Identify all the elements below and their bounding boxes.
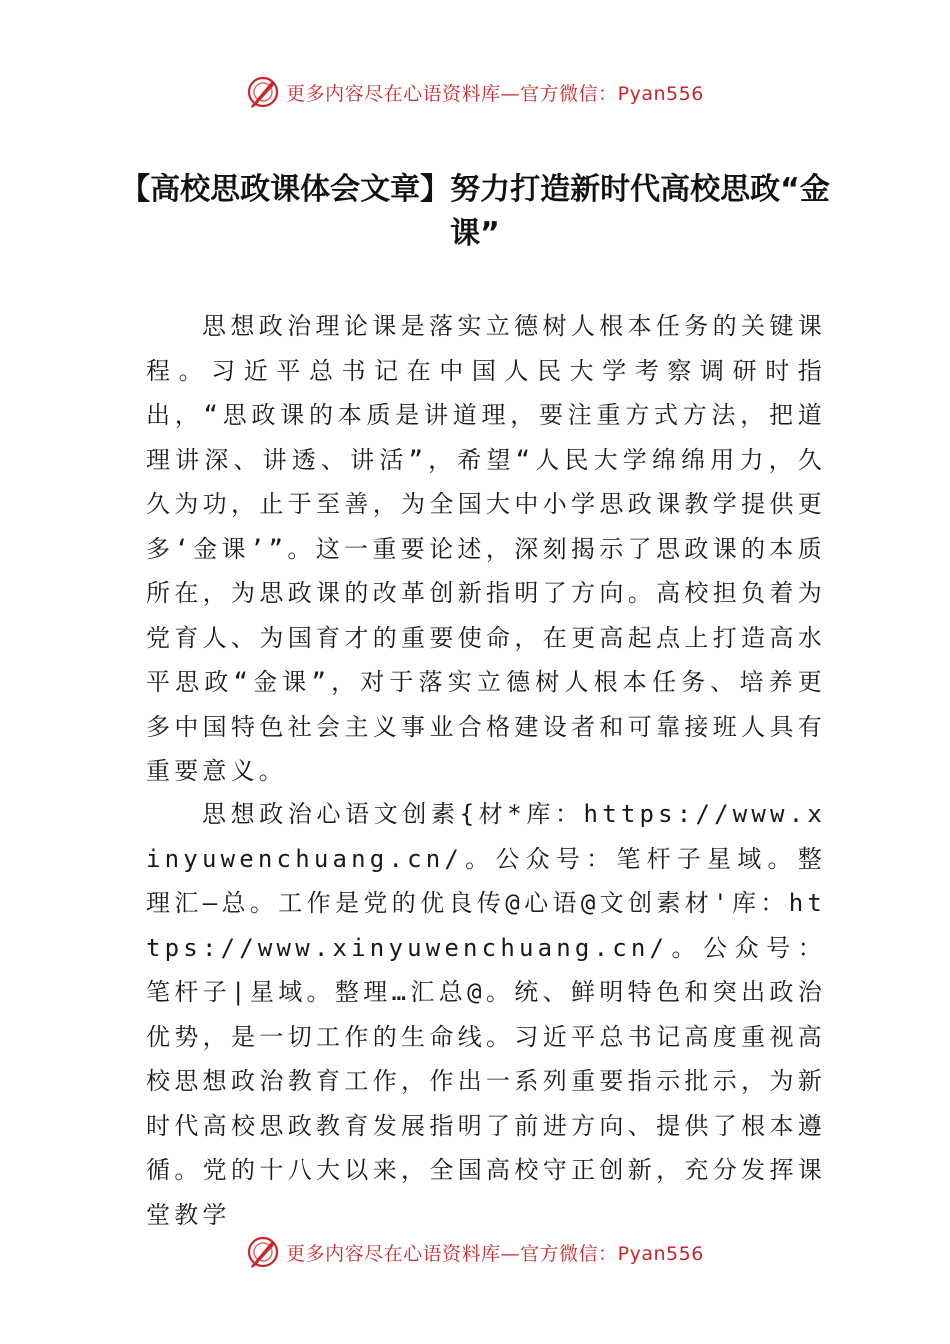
article-paragraph: 思想政治理论课是落实立德树人根本任务的关键课程。习近平总书记在中国人民大学考察调研时指出，“思政课的本质是讲道理，要注重方式方法，把道理讲深、讲透、讲活”，希望“人民大学绵绵用力，久久为功，止于至善，为全国大中小学思政课教学提供更多‘金课’”。这一重要论述，深刻揭示了思政课的本质所在，为思政课的改革创新指明了方向。高校担负着为党育人、为国育才的重要使命，在更高起点上打造高水平思政“金课”，对于落实立德树人根本任务、培养更多中国特色社会主义事业合格建设者和可靠接班人具有重要意义。 bbox=[146, 312, 826, 785]
promo-label: 更多内容尽在心语资料库—官方微信： bbox=[286, 1242, 618, 1265]
footer-banner bbox=[0, 1232, 950, 1272]
promo-label: 更多内容尽在心语资料库—官方微信： bbox=[286, 82, 618, 105]
pen-circle-logo-icon bbox=[246, 75, 280, 109]
promo-text bbox=[286, 1239, 704, 1266]
header-banner bbox=[0, 72, 950, 112]
article-paragraph: 思想政治心语文创素{材*库：https://www.xinyuwenchuang.cn/。公众号：笔杆子星域。整理汇—总。工作是党的优良传@心语@文创素材'库：https://www.xinyuwenchuang.cn/。公众号：笔杆子|星域。整理…汇总@。统、鲜明特色和突出政治优势，是一切工作的生命线。习近平总书记高度重视高校思想政治教育工作，作出一系列重要指示批示，为新时代高校思政教育发展指明了前进方向、提供了根本遵循。党的十八大以来，全国高校守正创新，充分发挥课堂教学 bbox=[146, 800, 826, 1229]
wechat-id: Pyan556 bbox=[617, 1242, 704, 1265]
article-title: 【高校思政课体会文章】努力打造新时代高校思政“金课” bbox=[120, 172, 830, 251]
wechat-id: Pyan556 bbox=[617, 82, 704, 105]
promo-text bbox=[286, 79, 704, 106]
pen-circle-logo-icon bbox=[246, 1235, 280, 1269]
